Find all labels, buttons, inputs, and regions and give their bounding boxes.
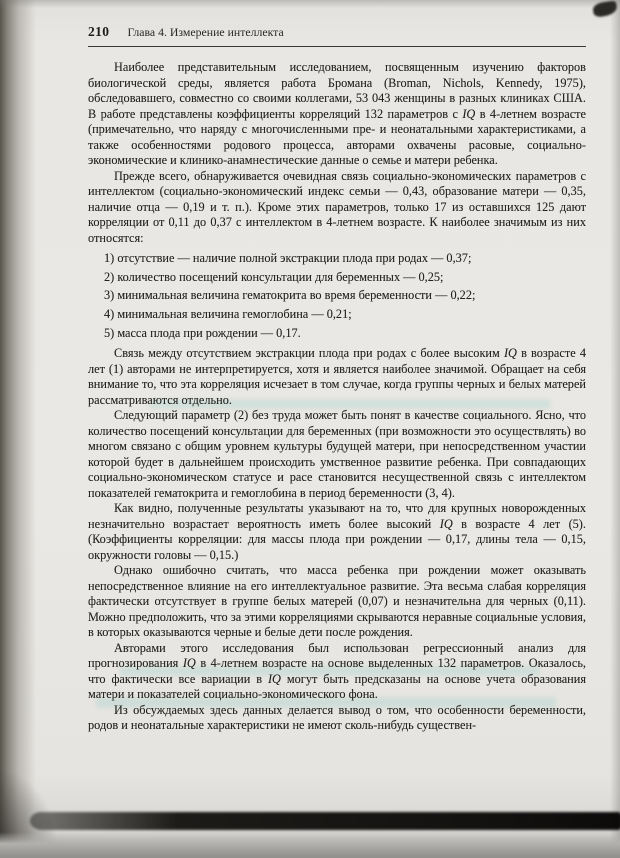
paragraph-1: Наиболее представительным исследованием, посвященным изучению факторов биологической среды, является работа Бромана (Broman, Nichols, Kennedy, 1975), обследовавшего, совместно со своими коллегами, 53 043 женщины в разных клиниках США. В работе представлены коэффициенты корреляций 132 параметров с IQ в 4-летнем возрасте (примечательно, что наряду с многочисленными пре- и неонатальными характеристиками, а также особенностями родового процесса, авторами охвачены расовые, социально-экономические и клинико-анамнестические данные о семье и матери ребенка. bbox=[88, 60, 586, 167]
paragraph-8: Из обсуждаемых здесь данных делается вывод о том, что особенности беременности, родов и неонатальные характеристики не имеют сколь-нибудь существен- bbox=[88, 702, 586, 733]
paragraph-5: Как видно, полученные результаты указывают на то, что для крупных новорожденных незначительно возрастает вероятность иметь более высокий IQ в возрасте 4 лет (5). (Коэффициенты корреляции: для массы плода при рождении — 0,17, длины тела — 0,15, окружности головы — 0,15.) bbox=[88, 501, 586, 562]
page-number: 210 bbox=[88, 24, 110, 39]
running-header bbox=[88, 24, 586, 47]
body-text bbox=[88, 60, 586, 734]
list-item: 5) масса плода при рождении — 0,17. bbox=[104, 325, 301, 340]
scan-bottom-edge bbox=[0, 832, 620, 858]
numbered-list bbox=[88, 251, 586, 341]
paragraph-7: Авторами этого исследования был использован регрессионный анализ для прогнозирования IQ в 4-летнем возрасте на основе выделенных 132 параметров. Оказалось, что фактически все вариации в IQ могут быть предсказаны на основе учета образования матери и показателей социально-экономического фона. bbox=[88, 640, 587, 702]
paragraph-2: Прежде всего, обнаруживается очевидная связь социально-экономических параметров с интеллектом (социально-экономический индекс семьи — 0,43, образование матери — 0,35, наличие отца — 0,19 и т. п.). Кроме этих параметров, только 17 из оставшихся 125 дают корреляции от 0,11 до 0,37 с интеллектом в 4-летнем возрасте. К наиболее значимым из них относятся: bbox=[88, 168, 586, 245]
page-content bbox=[88, 24, 586, 734]
list-item: 1) отсутствие — наличие полной экстракции плода при родах — 0,37; bbox=[104, 251, 472, 265]
paragraph-4: Следующий параметр (2) без труда может быть понят в качестве социального. Ясно, что количество посещений консультации для беременных (при возможности это осуществлять) во многом связано с общим уровнем культуры будущей матери, при непосредственном участии которой будет в дальнейшем происходить умственное развитие ребенка. При совпадающих социально-экономическом статусе и расе становится несущественной связь с интеллектом показателей гематокрита и гемоглобина в период беременности (3, 4). bbox=[88, 408, 586, 500]
scan-bottom-bar bbox=[30, 812, 620, 830]
paragraph-6: Однако ошибочно считать, что масса ребенка при рождении может оказывать непосредственное влияние на его интеллектуальное развитие. Эта весьма слабая корреляция фактически отсутствует в группе белых матерей (0,07) и незначительна для черных (0,11). Можно предположить, что за этими корреляциями скрываются неравные социальные условия, в которых оказываются черные и белые дети после рождения. bbox=[88, 563, 586, 640]
chapter-title: Глава 4. Измерение интеллекта bbox=[127, 25, 284, 39]
scan-edge-right bbox=[610, 0, 620, 858]
list-item: 2) количество посещений консультации для беременных — 0,25; bbox=[104, 269, 444, 284]
paragraph-3: Связь между отсутствием экстракции плода при родах с более высоким IQ в возрасте 4 лет (1) авторами не интерпретируется, хотя и является наиболее значимой. Обращает на себя внимание то, что эта корреляция исчезает в том случае, когда группы черных и белых матерей рассматриваются отдельно. bbox=[88, 346, 586, 407]
scan-edge-left bbox=[0, 0, 36, 858]
list-item: 4) минимальная величина гемоглобина — 0,21; bbox=[104, 307, 352, 322]
scan-edge-top bbox=[0, 0, 620, 8]
list-item: 3) минимальная величина гематокрита во время беременности — 0,22; bbox=[104, 288, 476, 303]
